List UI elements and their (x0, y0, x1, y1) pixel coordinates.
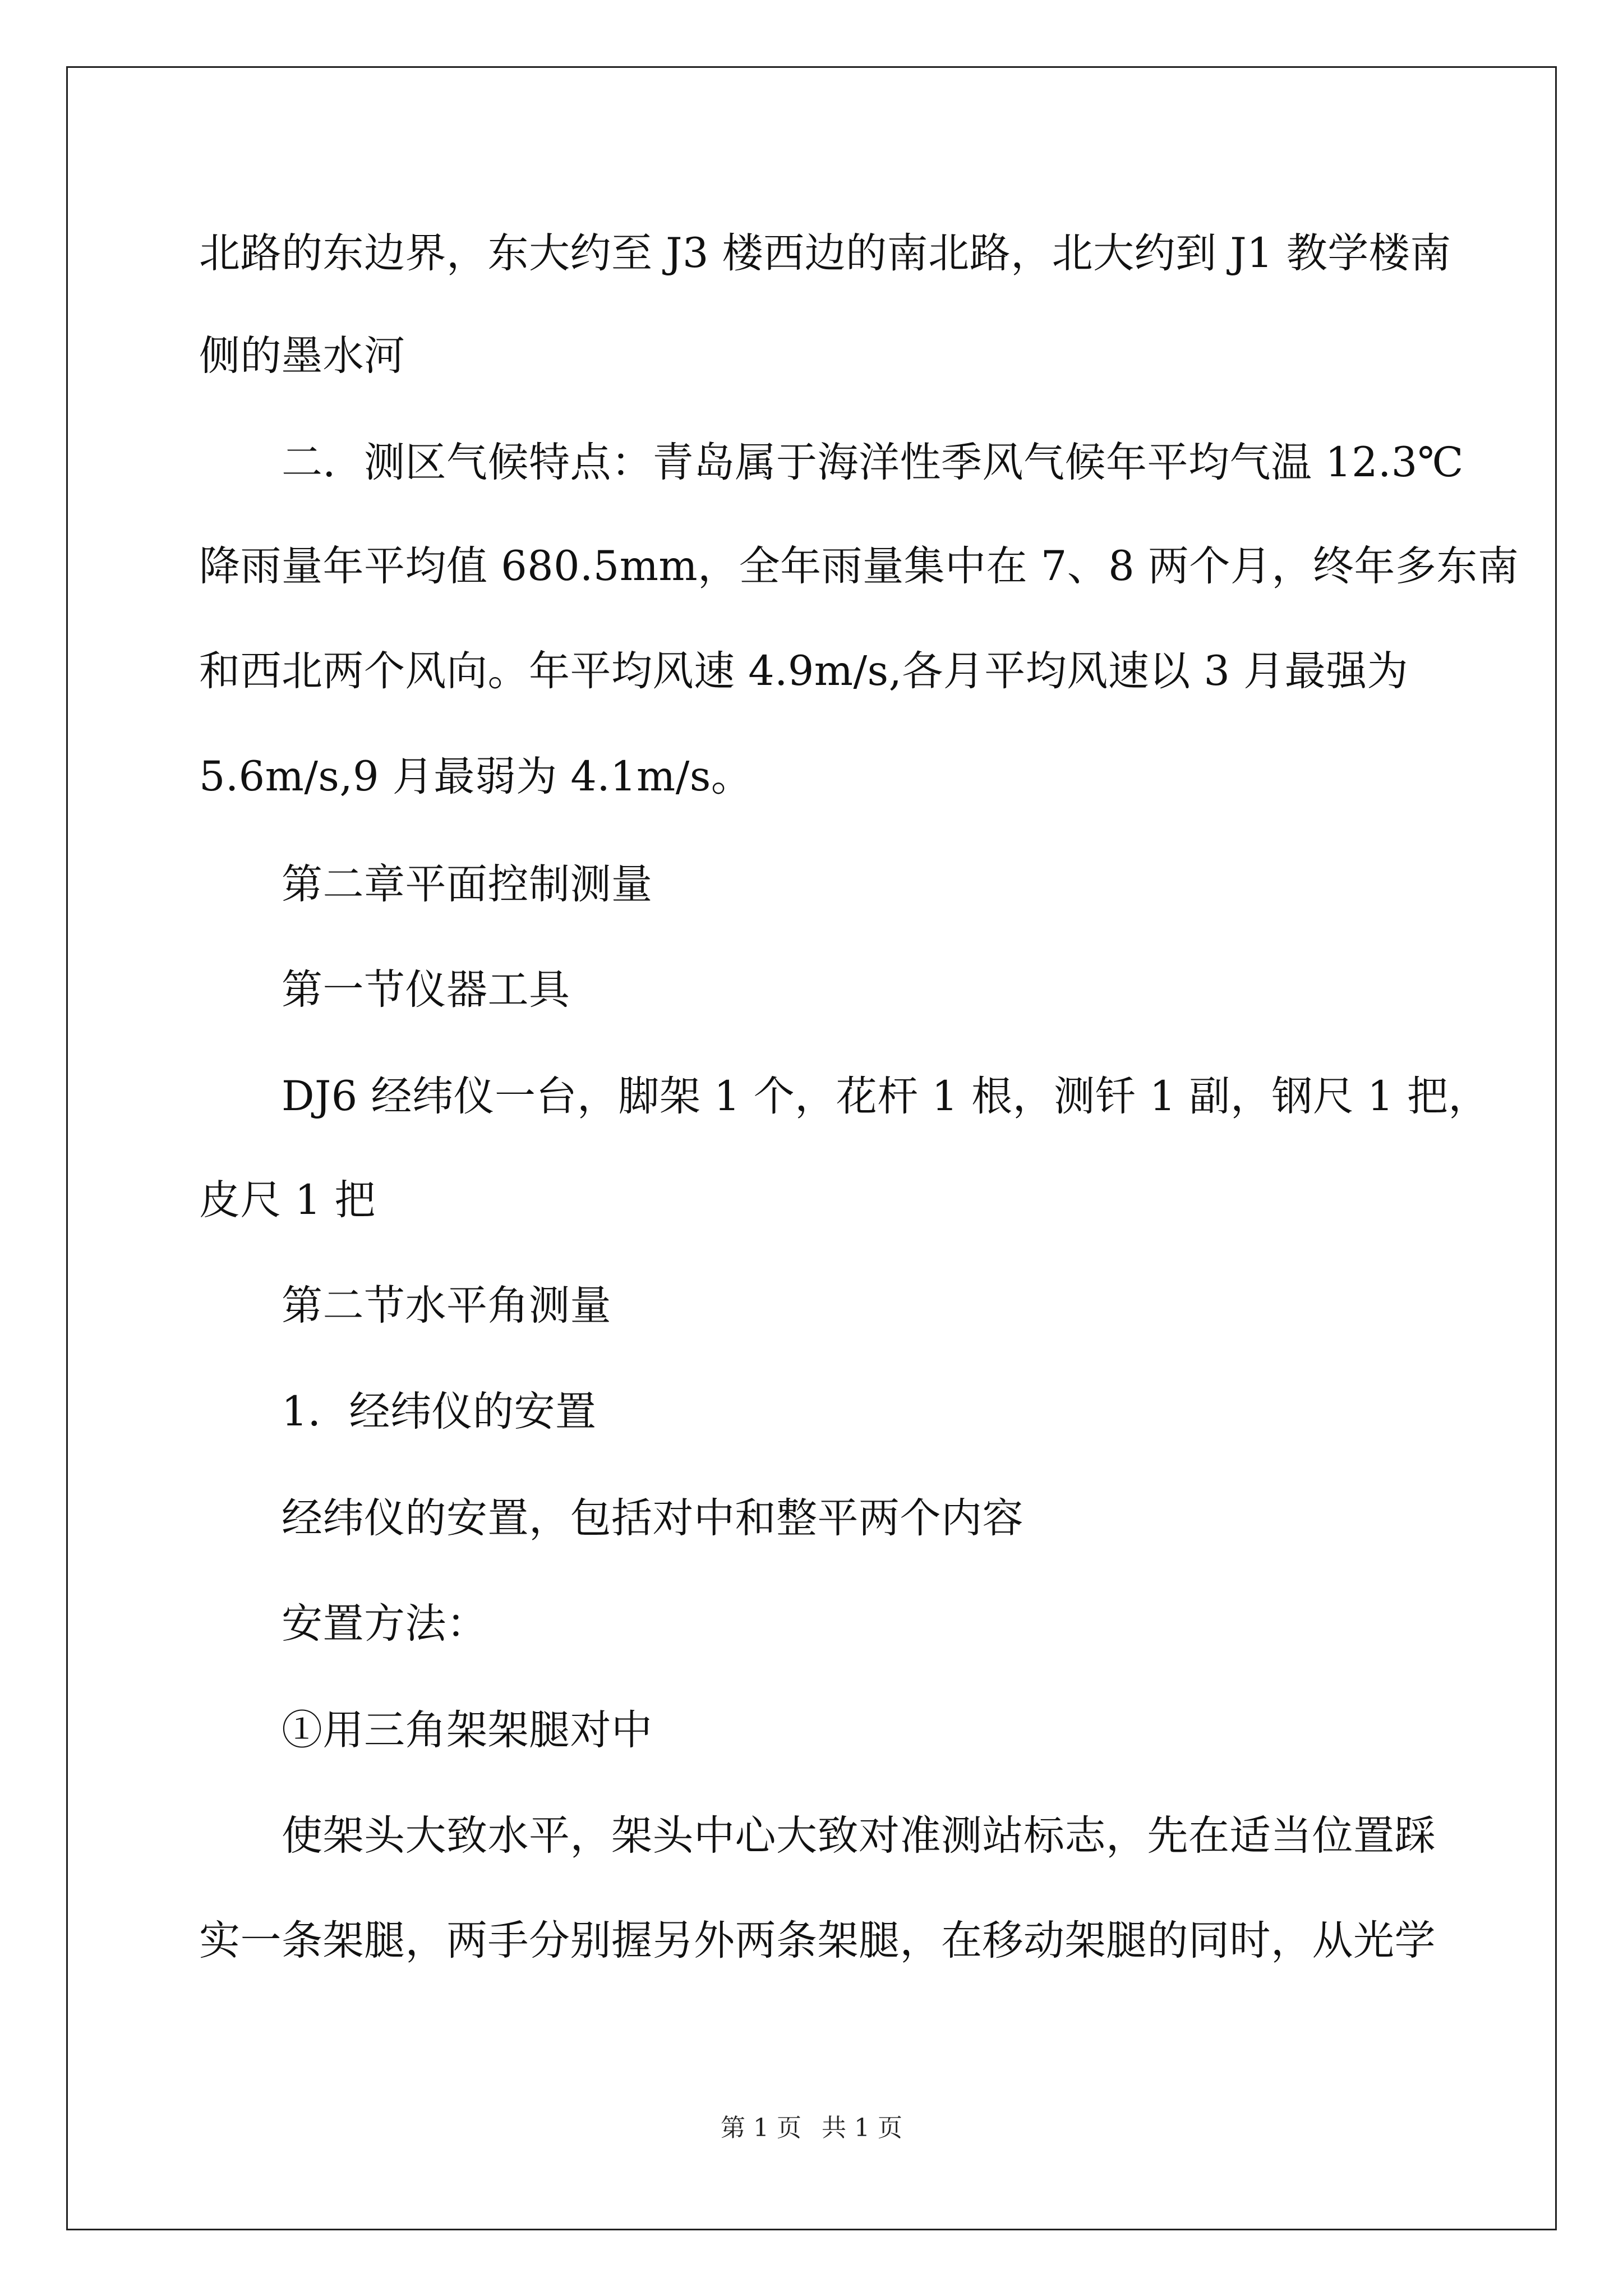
section-heading: 第二节水平角测量 (282, 1282, 611, 1329)
paragraph-line: 5.6m/s,9 月最弱为 4.1m/s。 (199, 753, 753, 800)
section-heading: 第一节仪器工具 (282, 966, 570, 1014)
list-heading: 1．经纬仪的安置 (282, 1388, 597, 1435)
paragraph-line: 皮尺 1 把 (199, 1176, 376, 1224)
list-item: ①用三角架架腿对中 (282, 1706, 653, 1754)
paragraph-line: 使架头大致水平，架头中心大致对准测站标志，先在适当位置踩 (282, 1812, 1436, 1860)
page-footer (0, 2111, 1623, 2145)
paragraph-line: 和西北两个风向。年平均风速 4.9m/s,各月平均风速以 3 月最强为 (199, 647, 1409, 695)
paragraph-line: 北路的东边界，东大约至 J3 楼西边的南北路，北大约到 J1 教学楼南 (199, 229, 1451, 277)
paragraph-line: 侧的墨水河 (199, 332, 405, 380)
paragraph-line: DJ6 经纬仪一台，脚架 1 个，花杆 1 根，测钎 1 副，钢尺 1 把， (282, 1073, 1490, 1120)
paragraph-line: 降雨量年平均值 680.5mm，全年雨量集中在 7、8 两个月，终年多东南 (199, 542, 1519, 590)
paragraph-line: 安置方法： (282, 1600, 488, 1648)
page-number: 第 1 页 (721, 2114, 801, 2142)
paragraph-line: 二．测区气候特点：青岛属于海洋性季风气候年平均气温 12.3℃ (282, 439, 1464, 486)
page-border (66, 66, 1557, 2230)
paragraph-line: 实一条架腿，两手分别握另外两条架腿，在移动架腿的同时，从光学 (199, 1917, 1436, 1964)
chapter-heading: 第二章平面控制测量 (282, 861, 653, 908)
page-total: 共 1 页 (822, 2114, 902, 2142)
paragraph-line: 经纬仪的安置，包括对中和整平两个内容 (282, 1494, 1023, 1542)
